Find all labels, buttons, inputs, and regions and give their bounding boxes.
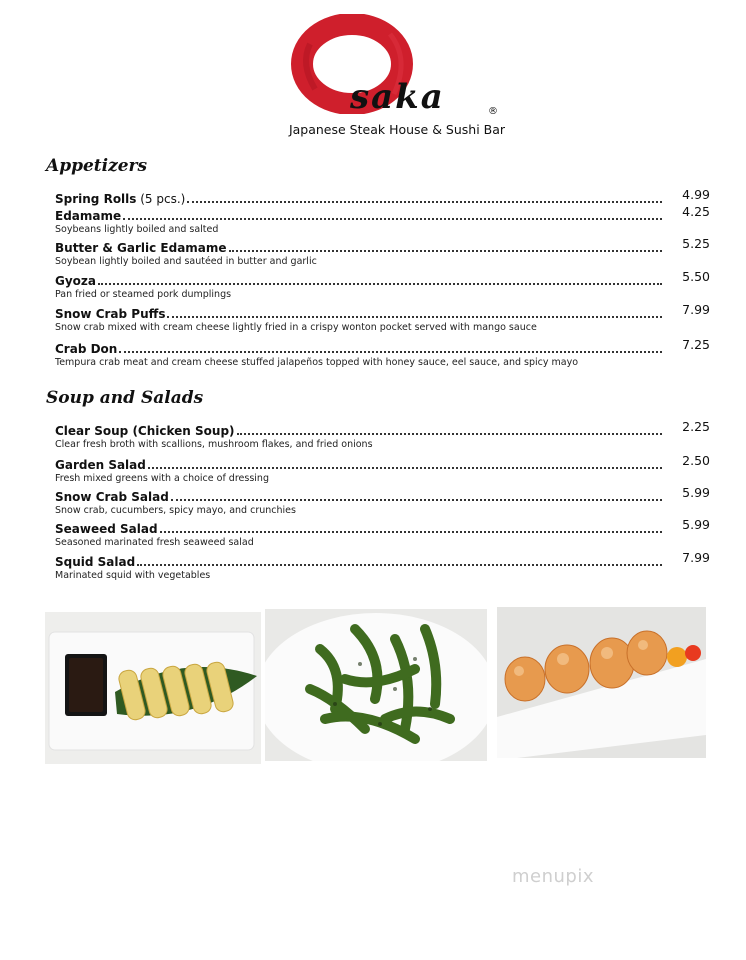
soups-title: Soup and Salads bbox=[46, 388, 204, 408]
menupix-watermark: menupix bbox=[512, 866, 595, 887]
osaka-logo bbox=[288, 14, 506, 137]
item-description: Soybean lightly boiled and sautéed in butter and garlic bbox=[55, 256, 317, 267]
menu-item-squid-salad bbox=[55, 552, 710, 581]
item-description: Marinated squid with vegetables bbox=[55, 570, 211, 581]
item-name: Garden Salad bbox=[55, 458, 146, 472]
dot-leader bbox=[137, 564, 662, 566]
photo-edamame bbox=[265, 609, 487, 761]
item-description: Soybeans lightly boiled and salted bbox=[55, 224, 219, 235]
item-name: Butter & Garlic Edamame bbox=[55, 241, 227, 255]
item-name: Edamame bbox=[55, 209, 122, 223]
item-description: Seasoned marinated fresh seaweed salad bbox=[55, 537, 254, 548]
item-name: Snow Crab Salad bbox=[55, 490, 169, 504]
item-price: 5.99 bbox=[682, 517, 710, 532]
item-price: 4.99 bbox=[682, 187, 710, 202]
item-name: Snow Crab Puffs bbox=[55, 307, 166, 321]
item-price: 5.50 bbox=[682, 269, 710, 284]
appetizers-title: Appetizers bbox=[46, 156, 148, 176]
dot-leader bbox=[148, 467, 662, 469]
registered-mark: ® bbox=[488, 106, 498, 117]
menu-item-gyoza bbox=[55, 271, 710, 300]
dot-leader bbox=[229, 250, 662, 252]
item-price: 2.50 bbox=[682, 453, 710, 468]
item-description: Clear fresh broth with scallions, mushroom flakes, and fried onions bbox=[55, 439, 373, 450]
photo-snow-crab-puffs bbox=[497, 607, 706, 758]
dot-leader bbox=[123, 218, 662, 220]
item-price: 5.25 bbox=[682, 236, 710, 251]
item-price: 4.25 bbox=[682, 204, 710, 219]
item-description: Pan fried or steamed pork dumplings bbox=[55, 289, 232, 300]
brand-word: saka bbox=[350, 77, 445, 117]
item-extra: (5 pcs.) bbox=[136, 192, 186, 206]
tagline: Japanese Steak House & Sushi Bar bbox=[288, 122, 506, 137]
item-price: 2.25 bbox=[682, 419, 710, 434]
dot-leader bbox=[160, 531, 662, 533]
item-price: 7.25 bbox=[682, 337, 710, 352]
item-price: 5.99 bbox=[682, 485, 710, 500]
item-name: Spring Rolls bbox=[55, 192, 137, 206]
menu-item-edamame bbox=[55, 206, 710, 235]
item-name: Squid Salad bbox=[55, 555, 136, 569]
menu-item-snow-crab-puffs bbox=[55, 304, 710, 333]
menu-item-butter-garlic-edamame bbox=[55, 238, 710, 267]
item-name: Clear Soup (Chicken Soup) bbox=[55, 424, 235, 438]
menu-item-crab-don bbox=[55, 339, 710, 368]
item-name: Seaweed Salad bbox=[55, 522, 158, 536]
dot-leader bbox=[171, 499, 662, 501]
menu-item-spring-rolls bbox=[55, 189, 710, 206]
item-description: Fresh mixed greens with a choice of dressing bbox=[55, 473, 269, 484]
photo-spring-rolls bbox=[45, 612, 261, 764]
menu-item-snow-crab-salad bbox=[55, 487, 710, 516]
item-description: Snow crab mixed with cream cheese lightly fried in a crispy wonton pocket served with mango sauce bbox=[55, 322, 537, 333]
item-description: Snow crab, cucumbers, spicy mayo, and crunchies bbox=[55, 505, 296, 516]
menu-item-clear-soup bbox=[55, 421, 710, 450]
item-price: 7.99 bbox=[682, 302, 710, 317]
dot-leader bbox=[98, 283, 662, 285]
item-price: 7.99 bbox=[682, 550, 710, 565]
dot-leader bbox=[187, 201, 662, 203]
dot-leader bbox=[237, 433, 662, 435]
dot-leader bbox=[119, 351, 662, 353]
menu-item-garden-salad bbox=[55, 455, 710, 484]
item-description: Tempura crab meat and cream cheese stuffed jalapeños topped with honey sauce, eel sauce, and spicy mayo bbox=[55, 357, 579, 368]
menu-item-seaweed-salad bbox=[55, 519, 710, 548]
dot-leader bbox=[167, 316, 662, 318]
item-name: Crab Don bbox=[55, 342, 118, 356]
item-name: Gyoza bbox=[55, 274, 96, 288]
